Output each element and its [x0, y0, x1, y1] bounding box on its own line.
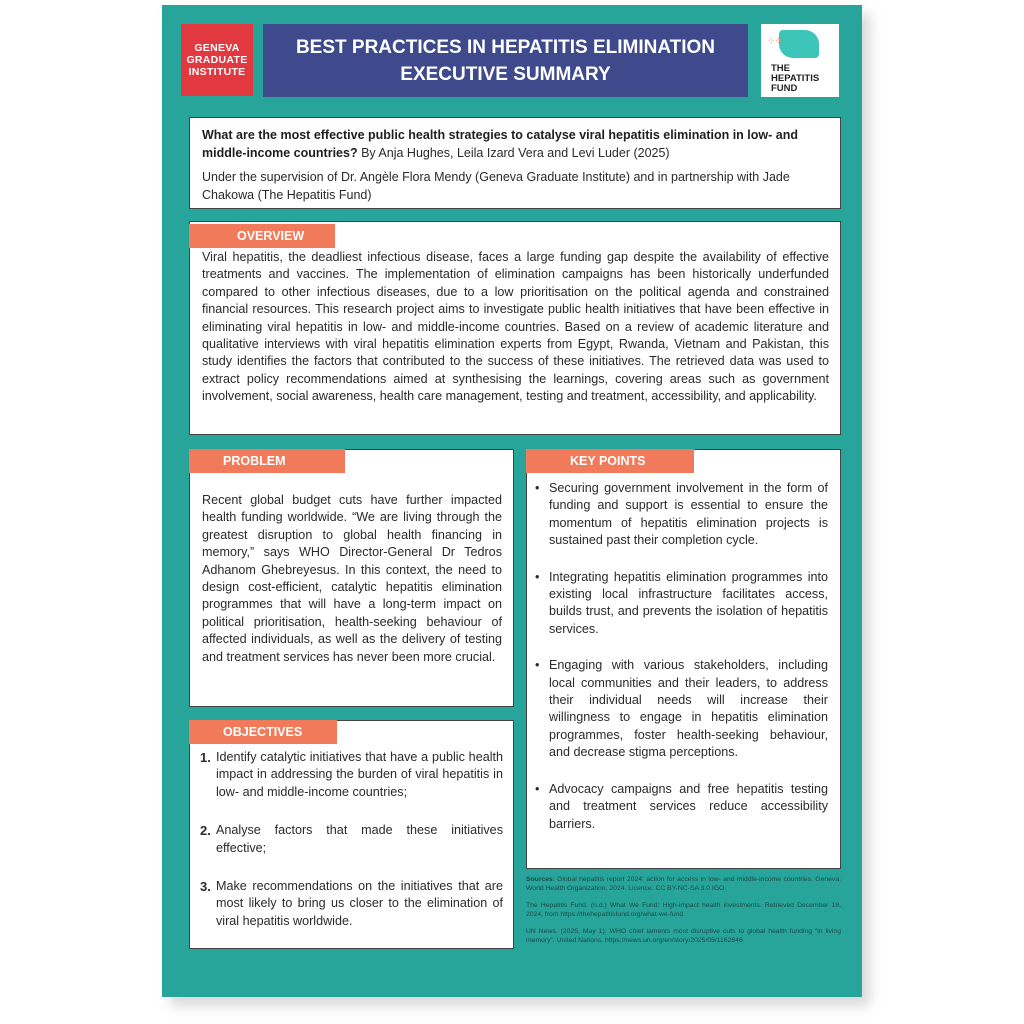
source-2: The Hepatitis Fund. (n.d.) What We Fund: High-impact health investments. Retrieved December 18, 2024, from https://thehepatitisfund.org/what-we-fund — [526, 902, 841, 918]
key-points-list — [535, 480, 828, 833]
geneva-graduate-institute-logo — [181, 24, 253, 96]
objectives-box — [189, 720, 514, 949]
item-text: Analyse factors that made these initiatives effective; — [216, 823, 503, 855]
key-points-box — [526, 449, 841, 869]
bullet-icon: • — [535, 569, 540, 584]
title-line-2: EXECUTIVE SUMMARY — [400, 63, 611, 85]
list-item — [200, 749, 503, 801]
overview-text: Viral hepatitis, the deadliest infectious disease, faces a large funding gap despite the availability of effective treatments and vaccines. The implementation of elimination campaigns has been historically underfunded compared to other infectious diseases, due to a low prioritisation on the political agenda and constrained financial resources. This research project aims to investigate public health initiatives that have been effective in eliminating viral hepatitis in low- and middle-income countries. Based on a review of academic literature and qualitative interviews with viral hepatitis elimination experts from Egypt, Rwanda, Vietnam and Pakistan, this study identifies the factors that contributed to the success of these initiatives. The retrieved data was used to extract policy recommendations aimed at synthesising the learnings, covering areas such as government involvement, social awareness, health care management, testing and treatment, accessibility, and applicability. — [202, 250, 829, 404]
item-text: Make recommendations on the initiatives that are most likely to bring us closer to the elimination of viral hepatitis worldwide. — [216, 879, 503, 928]
logo-line: HEPATITIS — [771, 73, 820, 84]
research-question — [202, 126, 828, 162]
logo-text — [771, 64, 819, 94]
sources — [526, 875, 841, 953]
logo-line: INSTITUTE — [188, 66, 246, 78]
item-text: Engaging with various stakeholders, including local communities and their leaders, to address their individual needs will increase their willingness to engage in hepatitis elimination programmes, foster health-seeking behaviour, and decrease stigma perceptions. — [549, 658, 828, 760]
intro-box — [189, 117, 841, 209]
list-item — [200, 822, 503, 857]
item-text: Securing government involvement in the form of funding and support is essential to ensure the momentum of hepatitis elimination projects is sustained past their completion cycle. — [549, 481, 828, 548]
overview-box — [189, 221, 841, 435]
item-number: 2. — [200, 823, 211, 839]
item-number: 1. — [200, 750, 211, 765]
key-points-label: KEY POINTS — [526, 449, 694, 473]
source-1 — [526, 875, 841, 893]
sources-label: Sources — [526, 876, 553, 883]
problem-box — [189, 449, 514, 707]
authors: By Anja Hughes, Leila Izard Vera and Levi Luder (2025) — [357, 146, 670, 160]
logo-dots-icon: ⁘⁘ — [767, 36, 782, 47]
item-text: Advocacy campaigns and free hepatitis testing and treatment services reduce accessibility barriers. — [549, 781, 828, 831]
hepatitis-fund-logo-icon — [779, 30, 819, 58]
item-text: Integrating hepatitis elimination programmes into existing local infrastructure facilitates access, builds trust, and prevents the isolation of hepatitis services. — [549, 569, 828, 636]
title-line-1: BEST PRACTICES IN HEPATITIS ELIMINATION — [295, 36, 716, 58]
list-item — [535, 657, 828, 761]
list-item — [535, 480, 828, 550]
logo-line: THE — [771, 63, 790, 74]
bullet-icon: • — [535, 481, 540, 495]
objectives-list — [200, 749, 503, 930]
page-title — [263, 24, 748, 97]
question-text: What are the most effective public health strategies to catalyse viral hepatitis elimination in low- and middle-income countries? — [202, 128, 798, 160]
source-text: : Global hepatitis report 2024: action for access in low- and middle-income countries. Geneva: World Health Organization; 2024. Licence: CC BY-NC-SA 3.0 IGO. — [526, 876, 841, 892]
list-item — [535, 569, 828, 639]
bullet-icon: • — [535, 781, 540, 796]
problem-label: PROBLEM — [189, 449, 345, 473]
source-3: UN News. (2025, May 1). WHO chief laments most disruptive cuts to global health funding “in living memory”. United Nations. https://news.un.org/en/story/2025/05/1162846 — [526, 928, 841, 944]
supervision-note: Under the supervision of Dr. Angèle Flora Mendy (Geneva Graduate Institute) and in partnership with Jade Chakowa (The Hepatitis Fund) — [202, 170, 790, 202]
item-number: 3. — [200, 879, 211, 895]
hepatitis-fund-logo — [761, 24, 839, 97]
logo-line: FUND — [771, 83, 798, 94]
item-text: Identify catalytic initiatives that have a public health impact in addressing the burden of viral hepatitis in low- and middle-income countries; — [216, 750, 503, 799]
objectives-label: OBJECTIVES — [189, 720, 337, 744]
problem-text: Recent global budget cuts have further impacted health funding worldwide. “We are living through the greatest disruption to global health financing in memory,” says WHO Director-General Dr Tedros Adhanom Ghebreyesus. In this context, the need to design cost-efficient, catalytic hepatitis elimination programmes that will have a long-term impact on political prioritisation, health-seeking behaviour of affected individuals, as well as the delivery of testing and treatment services has never been more crucial. — [202, 493, 502, 664]
overview-label: OVERVIEW — [189, 224, 335, 248]
bullet-icon: • — [535, 658, 540, 673]
logo-line: GENEVA — [194, 42, 240, 54]
logo-line: GRADUATE — [186, 54, 248, 66]
list-item — [200, 878, 503, 930]
list-item — [535, 781, 828, 833]
